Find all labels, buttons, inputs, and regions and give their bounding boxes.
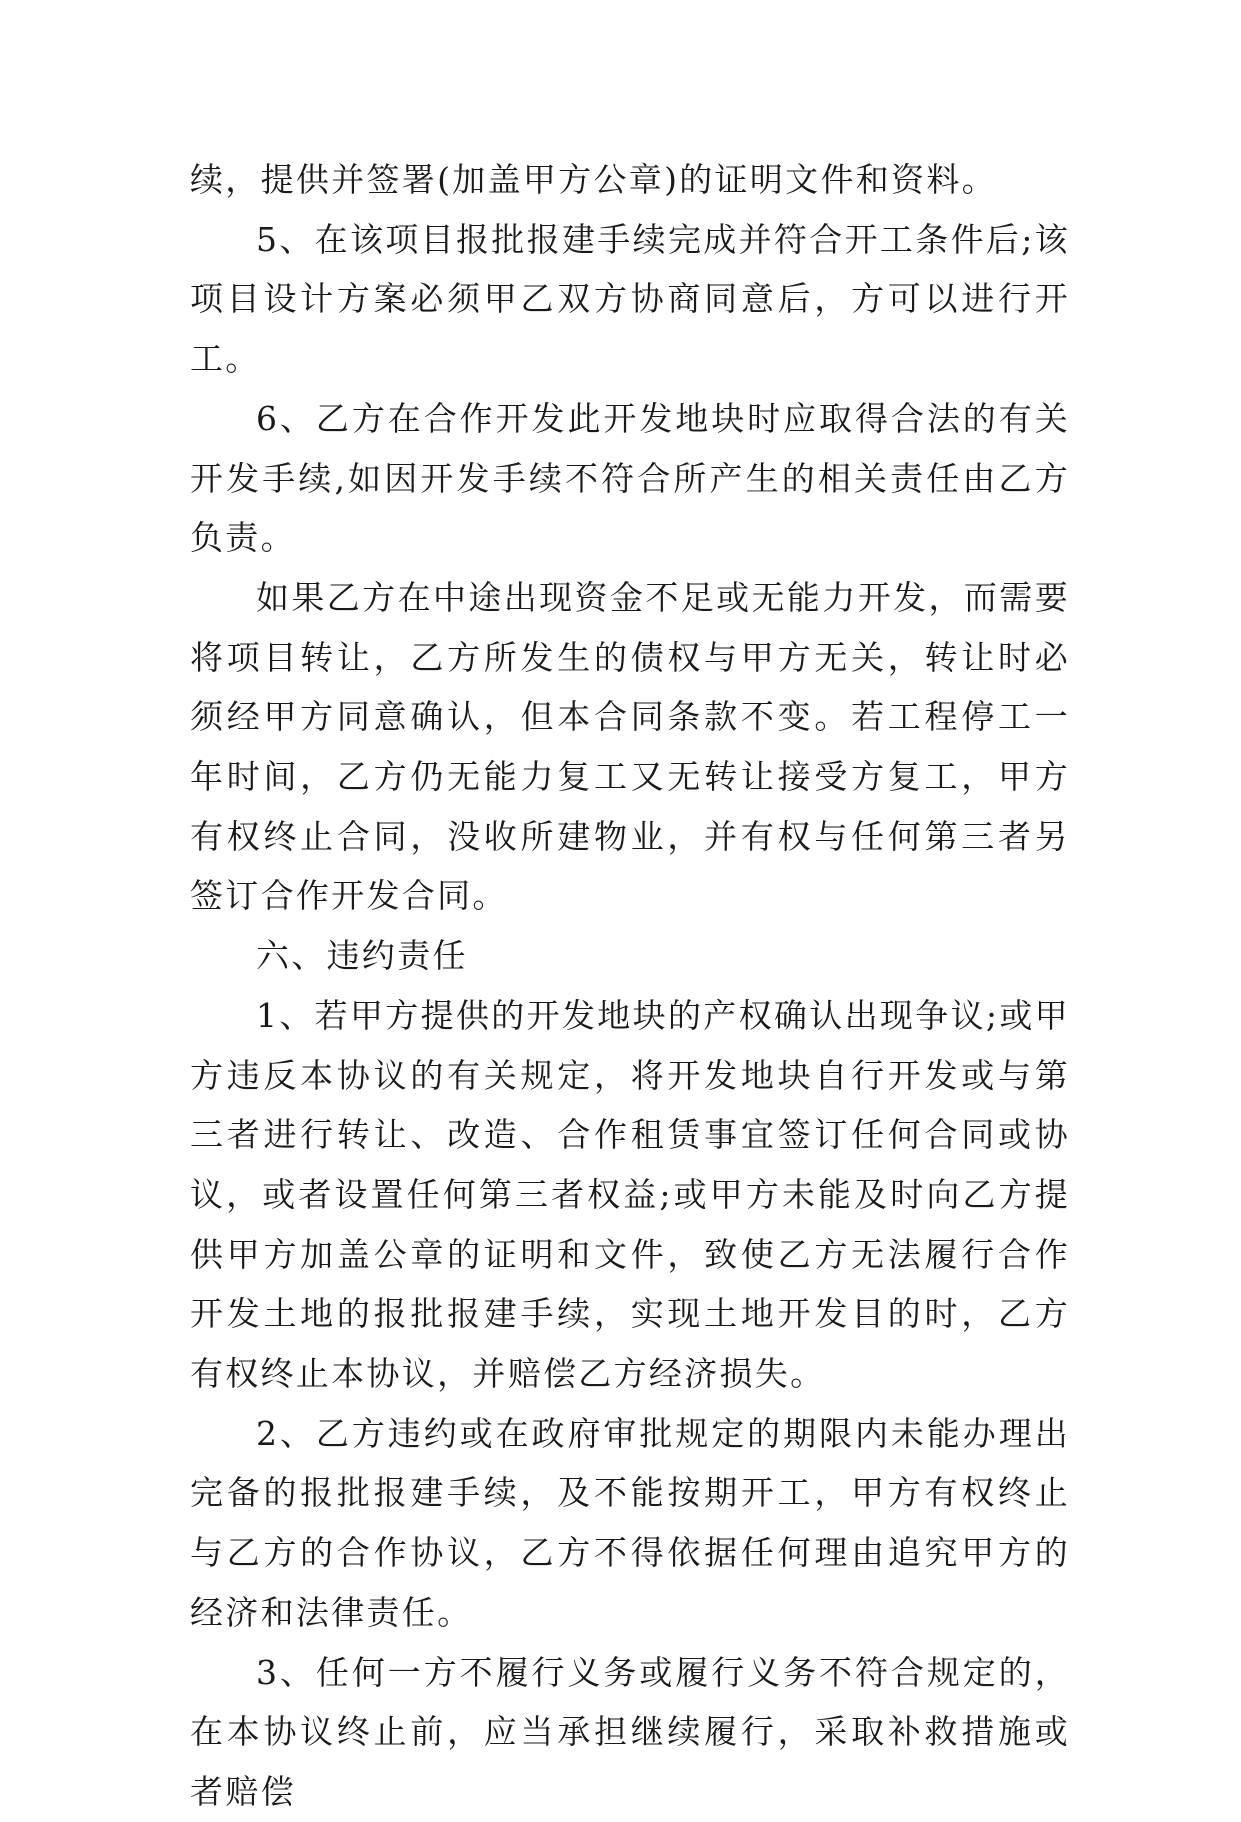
paragraph-breach-1: 1、若甲方提供的开发地块的产权确认出现争议;或甲方违反本协议的有关规定，将开发地块自行开发或与第三者进行转让、改造、合作租赁事宜签订任何合同或协议，或者设置任何第三者权益;或甲方未能及时向乙方提供甲方加盖公章的证明和文件，致使乙方无法履行合作开发土地的报批报建手续，实现土地开发目的时，乙方有权终止本协议，并赔偿乙方经济损失。 [190,995,1070,1394]
paragraph-breach-2: 2、乙方违约或在政府审批规定的期限内未能办理出完备的报批报建手续，及不能按期开工，甲方有权终止与乙方的合作协议，乙方不得依据任何理由追究甲方的经济和法律责任。 [190,1413,1070,1632]
paragraph-item-5: 5、在该项目报批报建手续完成并符合开工条件后;该项目设计方案必须甲乙双方协商同意后，方可以进行开工。 [190,219,1070,379]
document-body [190,150,1070,1822]
paragraph-continuation: 续，提供并签署(加盖甲方公章)的证明文件和资料。 [190,160,997,199]
section-heading-breach-liability: 六、违约责任 [256,936,468,976]
paragraph-transfer-clause: 如果乙方在中途出现资金不足或无能力开发，而需要将项目转让，乙方所发生的债权与甲方无关，转让时必须经甲方同意确认，但本合同条款不变。若工程停工一年时间，乙方仍无能力复工又无转让接受方复工，甲方有权终止合同，没收所建物业，并有权与任何第三者另签订合作开发合同。 [190,577,1070,916]
paragraph-breach-3: 3、任何一方不履行义务或履行义务不符合规定的，在本协议终止前，应当承担继续履行，采取补救措施或者赔偿 [190,1652,1070,1811]
paragraph-item-6: 6、乙方在合作开发此开发地块时应取得合法的有关开发手续,如因开发手续不符合所产生的相关责任由乙方负责。 [190,398,1070,558]
